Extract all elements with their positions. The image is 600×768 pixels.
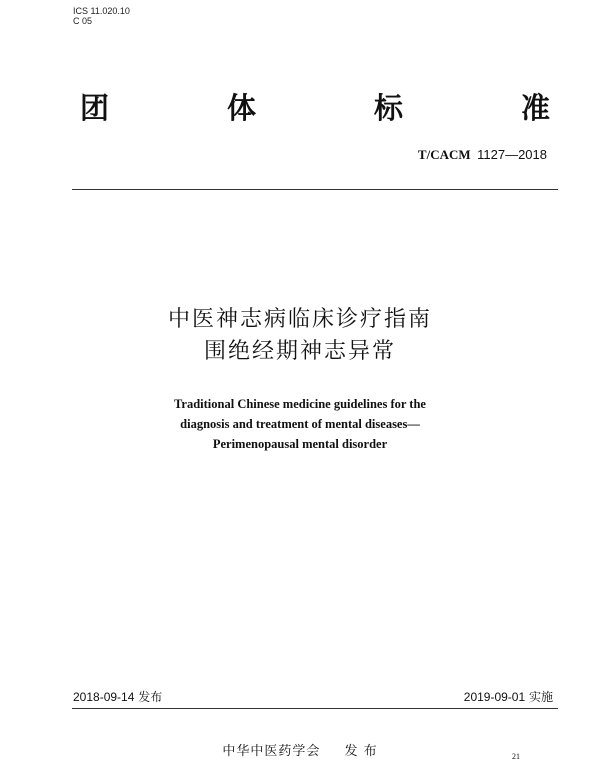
top-divider <box>72 189 558 190</box>
chinese-title <box>0 304 600 368</box>
publisher-action: 发 布 <box>344 744 378 759</box>
implementation-date-label: 实施 <box>528 690 553 704</box>
standard-number-prefix: T/CACM <box>417 147 471 162</box>
publisher-line <box>0 740 600 759</box>
standard-kind-char: 标 <box>373 91 403 125</box>
english-title-line: Traditional Chinese medicine guidelines for the <box>174 397 426 411</box>
publisher-name: 中华中医药学会 <box>222 744 321 759</box>
ccs-code: C 05 <box>73 16 93 26</box>
standard-number <box>418 147 547 163</box>
chinese-title-line: 中医神志病临床诊疗指南 <box>167 307 432 332</box>
english-title-line: Perimenopausal mental disorder <box>212 437 388 451</box>
bottom-divider <box>72 708 558 709</box>
ics-code: ICS 11.020.10 <box>73 6 130 16</box>
chinese-title-line: 围绝经期神志异常 <box>203 339 396 364</box>
issue-date <box>73 688 162 705</box>
page-number: 21 <box>512 752 520 761</box>
implementation-date <box>464 688 553 705</box>
implementation-date-value: 2019-09-01 <box>463 690 526 704</box>
standard-kind-char: 体 <box>226 91 256 125</box>
english-title-line: diagnosis and treatment of mental diseases— <box>180 417 420 431</box>
classification-codes <box>73 6 130 26</box>
standard-kind-char: 准 <box>520 91 550 125</box>
standard-number-value: 1127—2018 <box>477 147 547 162</box>
english-title <box>0 394 600 454</box>
issue-date-value: 2018-09-14 <box>73 690 135 704</box>
standard-kind-heading <box>80 88 550 128</box>
issue-date-label: 发布 <box>138 690 163 704</box>
standard-kind-char: 团 <box>80 91 110 125</box>
